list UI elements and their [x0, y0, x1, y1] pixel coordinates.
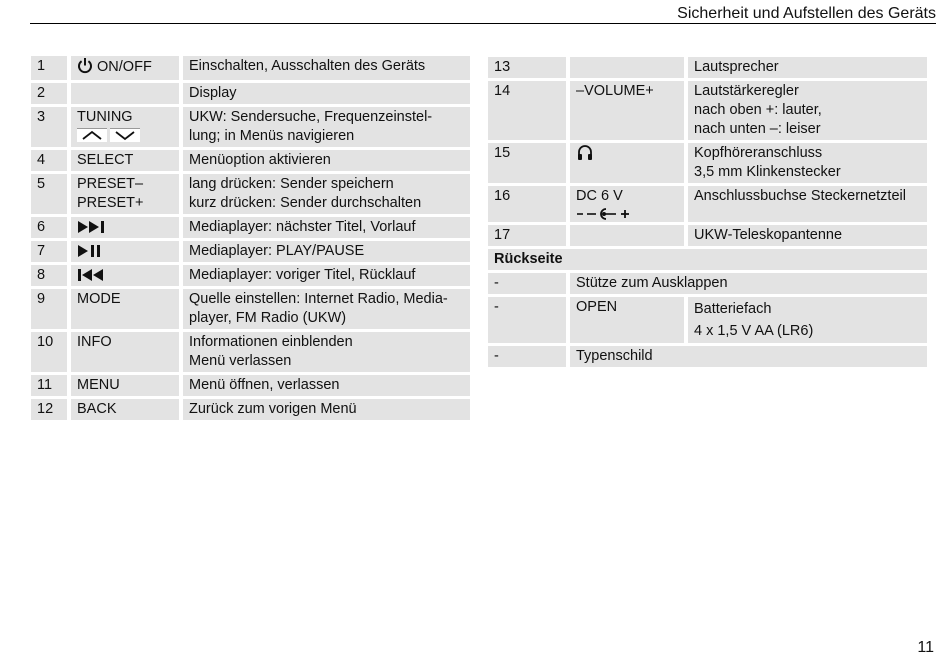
item-description: Anschlussbuchse Steckernetzteil	[688, 186, 927, 222]
item-control: –VOLUME+	[570, 81, 684, 140]
item-description: Mediaplayer: nächster Titel, Vorlauf	[183, 217, 470, 238]
item-number: 7	[31, 241, 67, 262]
section-header-row	[488, 249, 927, 270]
item-number: 2	[31, 83, 67, 104]
item-control: MENU	[71, 375, 179, 396]
item-number: 9	[31, 289, 67, 329]
description-line: nach oben +: lauter,	[694, 102, 822, 118]
section-title-rueckseite: Rückseite	[488, 249, 927, 270]
description-line: Lautstärkeregler	[694, 83, 799, 99]
table-row	[31, 83, 470, 104]
item-description: Menüoption aktivieren	[183, 150, 470, 171]
item-control	[71, 174, 179, 214]
description-line: UKW: Sendersuche, Frequenzeinstel-	[189, 109, 433, 125]
table-row	[488, 81, 927, 140]
item-number: 11	[31, 375, 67, 396]
description-line: kurz drücken: Sender durchschalten	[189, 195, 422, 211]
description-line: player, FM Radio (UKW)	[189, 310, 347, 326]
header-divider	[30, 23, 936, 24]
item-description: Einschalten, Ausschalten des Geräts	[183, 56, 470, 80]
item-control	[570, 225, 684, 246]
table-row	[488, 143, 927, 183]
item-control-label: PRESET–	[77, 176, 144, 192]
item-number: 12	[31, 399, 67, 420]
item-control: BACK	[71, 399, 179, 420]
item-number: 14	[488, 81, 566, 140]
item-number: 1	[31, 56, 67, 80]
item-description	[183, 289, 470, 329]
item-control: MODE	[71, 289, 179, 329]
item-number: -	[488, 346, 566, 367]
table-row	[488, 297, 927, 343]
item-control: OPEN	[570, 297, 684, 343]
item-description: Mediaplayer: PLAY/PAUSE	[183, 241, 470, 262]
item-control-label: DC 6 V	[576, 188, 623, 204]
chevron-up-icon	[77, 128, 107, 142]
item-control	[570, 143, 684, 183]
table-row	[488, 225, 927, 246]
table-row	[488, 186, 927, 222]
item-description	[688, 297, 927, 343]
table-row	[488, 57, 927, 78]
description-line: Quelle einstellen: Internet Radio, Media-	[189, 291, 448, 307]
item-number: 16	[488, 186, 566, 222]
item-description: Lautsprecher	[688, 57, 927, 78]
description-line: Batteriefach	[694, 301, 772, 317]
item-control: Typenschild	[570, 346, 927, 367]
play-pause-icon	[77, 244, 103, 258]
table-row	[31, 217, 470, 238]
description-line: Informationen einblenden	[189, 334, 353, 350]
table-row	[31, 289, 470, 329]
item-description: Zurück zum vorigen Menü	[183, 399, 470, 420]
item-control	[71, 83, 179, 104]
item-number: -	[488, 297, 566, 343]
item-number: -	[488, 273, 566, 294]
item-number: 4	[31, 150, 67, 171]
controls-table-side	[484, 54, 931, 370]
item-control	[71, 265, 179, 286]
description-line: Menü verlassen	[189, 353, 292, 369]
item-control	[71, 56, 179, 80]
controls-table-front	[27, 53, 474, 423]
up-down-arrows-icon	[77, 128, 175, 142]
table-row	[31, 241, 470, 262]
item-control	[570, 57, 684, 78]
table-row	[31, 399, 470, 420]
power-icon	[77, 57, 93, 74]
table-row	[31, 56, 470, 80]
item-description: Mediaplayer: voriger Titel, Rücklauf	[183, 265, 470, 286]
item-control	[570, 186, 684, 222]
description-line: 3,5 mm Klinkenstecker	[694, 164, 841, 180]
description-line: lung; in Menüs navigieren	[189, 128, 355, 144]
item-description	[183, 332, 470, 372]
item-number: 17	[488, 225, 566, 246]
item-number: 3	[31, 107, 67, 147]
item-number: 10	[31, 332, 67, 372]
table-row	[31, 332, 470, 372]
previous-track-icon	[77, 268, 111, 282]
item-control-label: PRESET+	[77, 195, 144, 211]
item-control	[71, 107, 179, 147]
item-control-label: ON/OFF	[97, 59, 152, 75]
next-track-icon	[77, 220, 111, 234]
table-row	[488, 346, 927, 367]
item-control: SELECT	[71, 150, 179, 171]
table-row	[31, 150, 470, 171]
table-row	[488, 273, 927, 294]
description-line: 4 x 1,5 V AA (LR6)	[694, 323, 814, 339]
item-description	[688, 143, 927, 183]
item-description	[183, 174, 470, 214]
description-line: lang drücken: Sender speichern	[189, 176, 394, 192]
table-row	[31, 107, 470, 147]
item-description	[183, 107, 470, 147]
item-control-label: TUNING	[77, 109, 133, 125]
item-description: UKW-Teleskopantenne	[688, 225, 927, 246]
page-header-title: Sicherheit und Aufstellen des Geräts	[677, 5, 936, 22]
item-number: 6	[31, 217, 67, 238]
item-number: 15	[488, 143, 566, 183]
item-description	[688, 81, 927, 140]
item-control: Stütze zum Ausklappen	[570, 273, 927, 294]
table-row	[31, 174, 470, 214]
item-description: Menü öffnen, verlassen	[183, 375, 470, 396]
item-control	[71, 217, 179, 238]
item-control	[71, 241, 179, 262]
item-number: 5	[31, 174, 67, 214]
item-number: 8	[31, 265, 67, 286]
page-number: 11	[917, 639, 934, 656]
table-row	[31, 265, 470, 286]
dc-polarity-icon	[576, 207, 632, 221]
item-control: INFO	[71, 332, 179, 372]
table-row	[31, 375, 470, 396]
item-number: 13	[488, 57, 566, 78]
description-line: Kopfhöreranschluss	[694, 145, 823, 161]
description-line: nach unten –: leiser	[694, 121, 821, 137]
chevron-down-icon	[110, 128, 140, 142]
item-description: Display	[183, 83, 470, 104]
headphones-icon	[576, 144, 594, 162]
